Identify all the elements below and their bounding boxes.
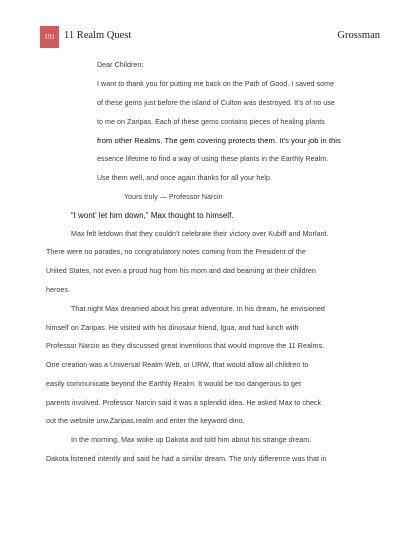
letter-signature: Yours truly — Professor Narcin — [124, 193, 223, 201]
body-line: In the morning, Max woke up Dakota and told him about his strange dream. — [71, 436, 312, 444]
body-line: Professor Narcin as they discussed great inventions that would improve the 11 Realms. — [46, 342, 325, 350]
body-line: out the website urw.Zaripas.realm and enter the keyword dino. — [46, 417, 245, 425]
letter-line: Use them well, and once again thanks for all your help. — [97, 174, 273, 182]
letter-line: essence lifetime to find a way of using these plants in the Earthly Realm. — [97, 155, 329, 163]
letter-line: of these gems just before the island of Culton was destroyed. It’s of no use — [97, 99, 335, 107]
letter-line: I want to thank you for putting me back on the Path of Good. I saved some — [97, 80, 335, 88]
body-line: easily communicate beyond the Earthly Realm. It would be too dangerous to get — [46, 380, 302, 388]
page-number-badge: 191 — [40, 26, 59, 48]
body-line: That night Max dreamed about his great adventure. In his dream, he envisioned — [71, 305, 325, 313]
body-line: There were no parades, no congratulatory notes coming from the President of the — [46, 248, 306, 256]
body-line: parents involved. Professor Narcin said it was a splendid idea. He asked Max to check — [46, 399, 322, 407]
page-header — [40, 26, 380, 48]
body-line: heroes. — [46, 286, 71, 294]
letter-salutation: Dear Children: — [97, 61, 144, 69]
letter-line: to me on Zaripas. Each of these gems contains pieces of healing plants — [97, 118, 325, 126]
body-line: United States, not even a proud hug from his mom and dad beaming at their children — [46, 267, 316, 275]
body-line: Dakota listened intently and said he had a similar dream. The only difference was that in — [46, 455, 327, 463]
book-title: 11 Realm Quest — [64, 30, 132, 41]
author-name: Grossman — [337, 30, 380, 41]
letter-line: from other Realms. The gem covering protects them. It’s your job in this — [97, 136, 341, 145]
body-line: One creation was a Universal Realm Web, or URW, that would allow all children to — [46, 361, 309, 369]
body-line: Max felt letdown that they couldn’t celebrate their victory over Kubiff and Morlant. — [71, 230, 329, 238]
body-line: himself on Zaripas. He visited with his dinosaur friend, Igua, and had lunch with — [46, 324, 299, 332]
body-line: “I wont’ let him down,” Max thought to himself. — [71, 211, 234, 220]
